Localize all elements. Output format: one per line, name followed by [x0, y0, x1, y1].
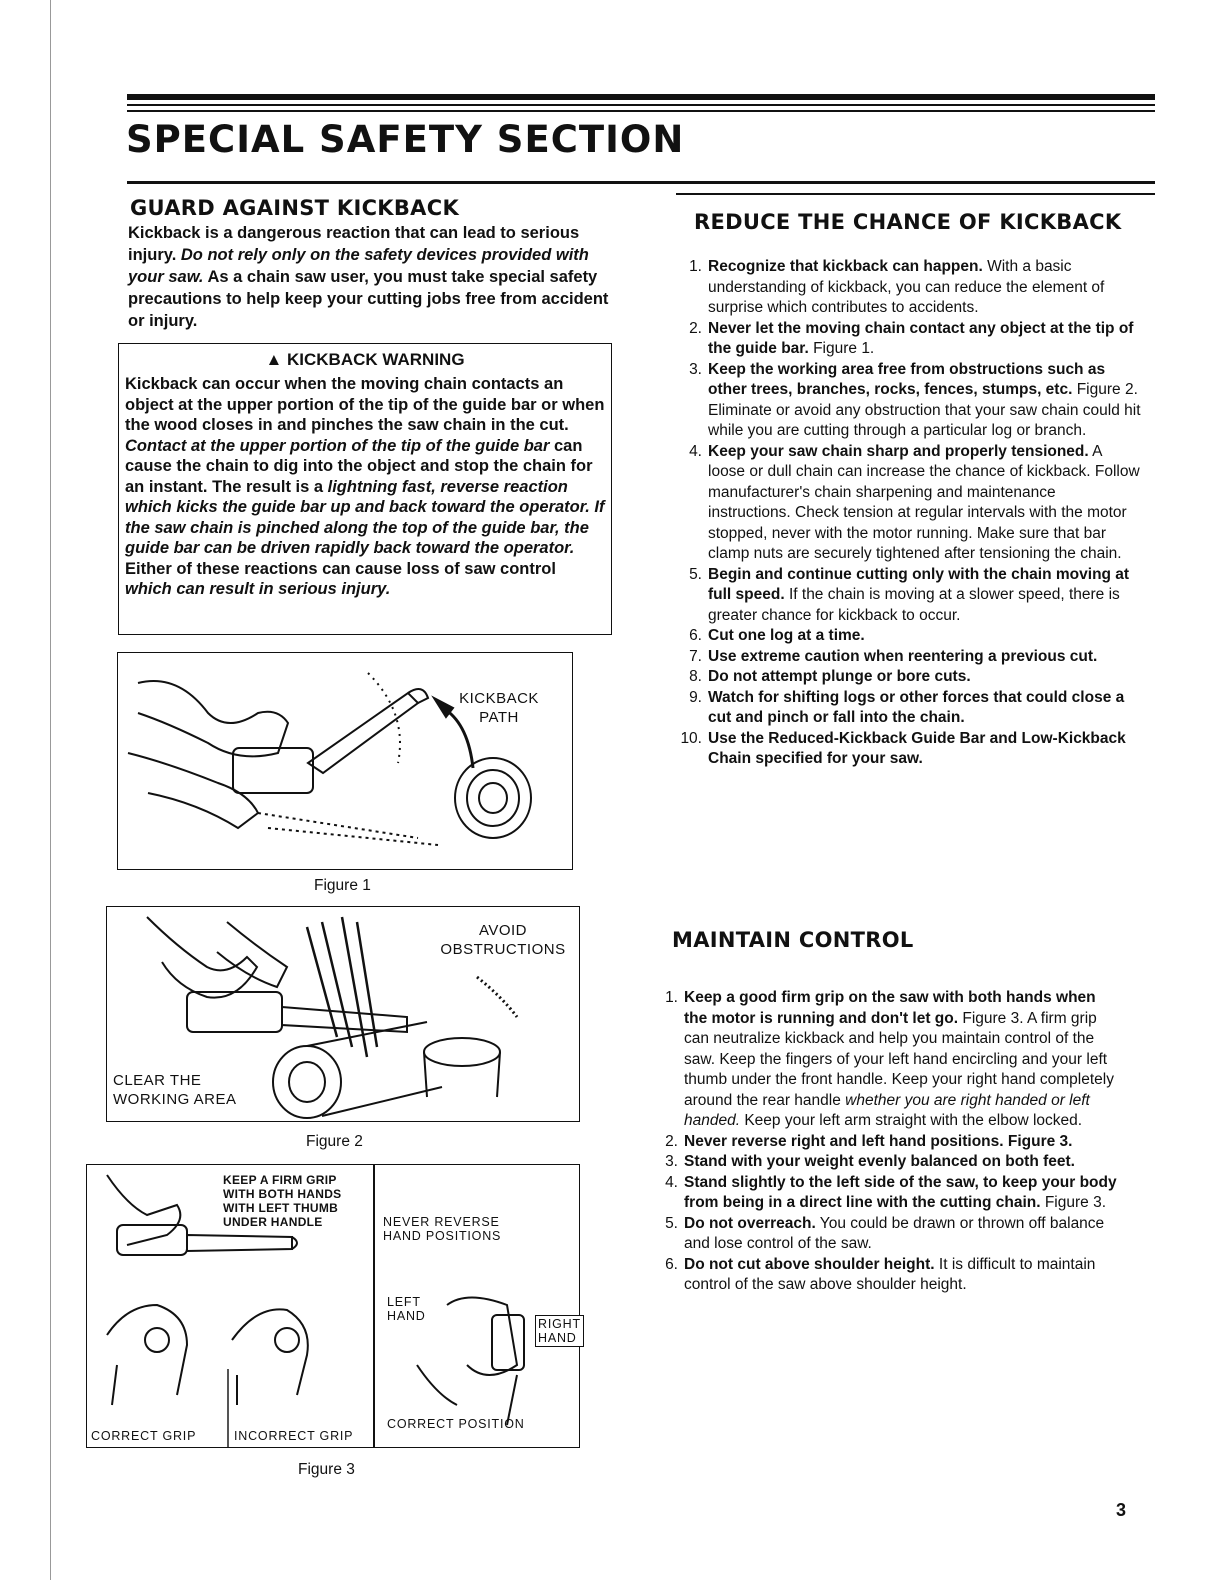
list-item-bold: Recognize that kickback can happen.	[708, 258, 983, 275]
list-item-text: Figure 3. A firm grip can neutralize kickback and help you maintain control of the saw. Keep the fingers of your left hand encircling and your left thumb under the front handle. Keep your right hand completely around the rear handle	[684, 1009, 1114, 1109]
page-number: 3	[1116, 1500, 1127, 1520]
left-hand-label: LEFT HAND	[387, 1295, 426, 1323]
list-item-bold: Do not cut above shoulder height.	[684, 1255, 935, 1273]
list-item-number: 5.	[665, 1214, 678, 1232]
list-item-text: If the chain is moving at a slower speed, there is greater chance for kickback to occur.	[708, 586, 1120, 624]
list-item-number: 4.	[689, 442, 702, 460]
warning-triangle-icon: ▲	[265, 350, 283, 369]
guard-kickback-heading: GUARD AGAINST KICKBACK	[130, 196, 460, 220]
left-margin-line	[50, 0, 51, 1580]
list-item-bold: Keep a good firm grip on the saw with both hands when the motor is running and don't let go.	[684, 989, 1096, 1027]
kickback-illustration	[118, 653, 574, 871]
never-reverse-callout: NEVER REVERSE HAND POSITIONS	[383, 1215, 502, 1243]
list-item	[680, 667, 1142, 688]
reduce-kickback-heading: REDUCE THE CHANCE OF KICKBACK	[694, 210, 1122, 234]
title-underline	[127, 181, 1155, 184]
list-item-number: 10.	[680, 729, 702, 747]
list-item-bold: Begin and continue cutting only with the chain moving at full speed.	[708, 565, 1130, 603]
list-item-bold: Never let the moving chain contact any object at the tip of the guide bar.	[708, 319, 1134, 357]
list-item-text-continued: Keep your left arm straight with the elbow locked.	[740, 1112, 1083, 1129]
list-item-number: 9.	[689, 688, 702, 706]
list-item-bold: Keep the working area free from obstructions such as other trees, branches, rocks, fences, stumps, etc.	[708, 360, 1106, 398]
figure-2	[106, 906, 580, 1122]
maintain-control-heading: MAINTAIN CONTROL	[672, 928, 914, 952]
avoid-obstructions-callout: AVOID OBSTRUCTIONS	[440, 922, 566, 958]
kickback-warning-heading: ▲ KICKBACK WARNING	[265, 350, 465, 369]
list-item	[680, 647, 1142, 668]
correct-grip-label: CORRECT GRIP	[91, 1429, 197, 1443]
keep-firm-grip-callout: KEEP A FIRM GRIP WITH BOTH HANDS WITH LEFT THUMB UNDER HANDLE	[223, 1173, 342, 1229]
list-item-italic: whether you are right handed or left handed.	[684, 1091, 1090, 1129]
list-item-bold: Never reverse right and left hand positions. Figure 3.	[684, 1132, 1073, 1150]
list-item	[680, 257, 1142, 319]
top-rule-thick	[127, 94, 1155, 100]
list-item-bold: Do not overreach.	[684, 1214, 816, 1232]
list-item-number: 1.	[689, 258, 702, 275]
list-item	[656, 1173, 1122, 1214]
list-item-bold: Do not attempt plunge or bore cuts.	[708, 668, 971, 685]
list-item-bold: Watch for shifting logs or other forces that could close a cut and pinch or fall into the chain.	[708, 688, 1125, 726]
list-item-number: 7.	[689, 647, 702, 665]
list-item-text: Figure 2. Eliminate or avoid any obstruction that your saw chain could hit while you are cutting through a particular log or branch.	[708, 381, 1141, 439]
list-item-bold: Use the Reduced-Kickback Guide Bar and Low-Kickback Chain specified for your saw.	[708, 729, 1126, 767]
list-item-number: 2.	[665, 1132, 678, 1150]
list-item-number: 2.	[689, 319, 702, 337]
list-item-number: 6.	[665, 1255, 678, 1273]
list-item	[680, 626, 1142, 647]
list-item-number: 6.	[689, 627, 702, 644]
column-header-rule	[676, 193, 1155, 195]
maintain-control-list	[656, 988, 1122, 1296]
list-item	[680, 360, 1142, 442]
list-item-number: 5.	[689, 565, 702, 583]
figure-1-caption: Figure 1	[314, 877, 371, 894]
list-item-bold: Stand slightly to the left side of the saw, to keep your body from being in a direct line with the cutting chain.	[684, 1173, 1117, 1211]
list-item	[680, 442, 1142, 565]
list-item-text: With a basic understanding of kickback, you can reduce the element of surprise which contributes to accidents.	[708, 258, 1105, 316]
top-rule-thin	[127, 104, 1155, 106]
list-item-bold: Use extreme caution when reentering a previous cut.	[708, 647, 1098, 665]
list-item-text: A loose or dull chain can increase the chance of kickback. Follow manufacturer's chain sharpening and maintenance instructions. Check tension at regular intervals with the motor stopped, never with the motor running. Make sure that bar clamp nuts are securely tightened after tensioning the chain.	[708, 442, 1140, 562]
correct-position-label: CORRECT POSITION	[387, 1417, 525, 1431]
list-item	[680, 565, 1142, 627]
list-item-number: 3.	[689, 360, 702, 378]
figure-3	[86, 1164, 580, 1448]
list-item-bold: Stand with your weight evenly balanced on both feet.	[684, 1153, 1075, 1170]
list-item-text: Figure 3.	[1040, 1194, 1107, 1211]
kickback-path-callout: KICKBACK PATH	[459, 690, 539, 726]
list-item	[656, 1214, 1122, 1255]
figure-3-caption: Figure 3	[298, 1461, 355, 1478]
reduce-kickback-list	[680, 257, 1142, 770]
list-item	[680, 729, 1142, 770]
list-item-number: 4.	[665, 1173, 678, 1191]
list-item-text: You could be drawn or thrown off balance and lose control of the saw.	[684, 1214, 1105, 1252]
guard-kickback-intro: Kickback is a dangerous reaction that can lead to serious injury. Do not rely only on the safety devices provided with your saw. As a chain saw user, you must take special safety precautions to help keep your cutting jobs free from accident or injury.	[128, 224, 609, 330]
list-item	[656, 988, 1122, 1132]
incorrect-grip-label: INCORRECT GRIP	[234, 1429, 354, 1443]
list-item-bold: Cut one log at a time.	[708, 627, 865, 644]
page-title: SPECIAL SAFETY SECTION	[126, 118, 685, 161]
list-item	[656, 1255, 1122, 1296]
list-item-bold: Keep your saw chain sharp and properly tensioned.	[708, 442, 1089, 460]
list-item-number: 8.	[689, 668, 702, 685]
figure-1	[117, 652, 573, 870]
kickback-warning-text: Kickback can occur when the moving chain contacts an object at the upper portion of the tip of the guide bar or when the wood closes in and pinches the saw chain in the cut. Contact at the upper portion of the tip of the guide bar can cause the chain to dig into the object and stop the chain for an instant. The result is a lightning fast, reverse reaction which kicks the guide bar up and back toward the operator. If the saw chain is pinched along the top of the guide bar, the guide bar can be driven rapidly back toward the operator. Either of these reactions can cause loss of saw control which can result in serious injury.	[125, 375, 605, 598]
clear-working-area-callout: CLEAR THE WORKING AREA	[113, 1072, 237, 1108]
list-item	[680, 688, 1142, 729]
list-item	[680, 319, 1142, 360]
list-item	[656, 1152, 1122, 1173]
list-item-number: 3.	[665, 1153, 678, 1170]
list-item-text: It is difficult to maintain control of the saw above shoulder height.	[684, 1255, 1096, 1293]
right-hand-label: RIGHT HAND	[535, 1315, 584, 1347]
kickback-warning-box	[118, 343, 612, 635]
list-item-text: Figure 1.	[808, 340, 875, 357]
list-item-number: 1.	[665, 989, 678, 1006]
top-rule-thin-2	[127, 110, 1155, 112]
figure-2-caption: Figure 2	[306, 1133, 363, 1150]
list-item	[656, 1132, 1122, 1153]
